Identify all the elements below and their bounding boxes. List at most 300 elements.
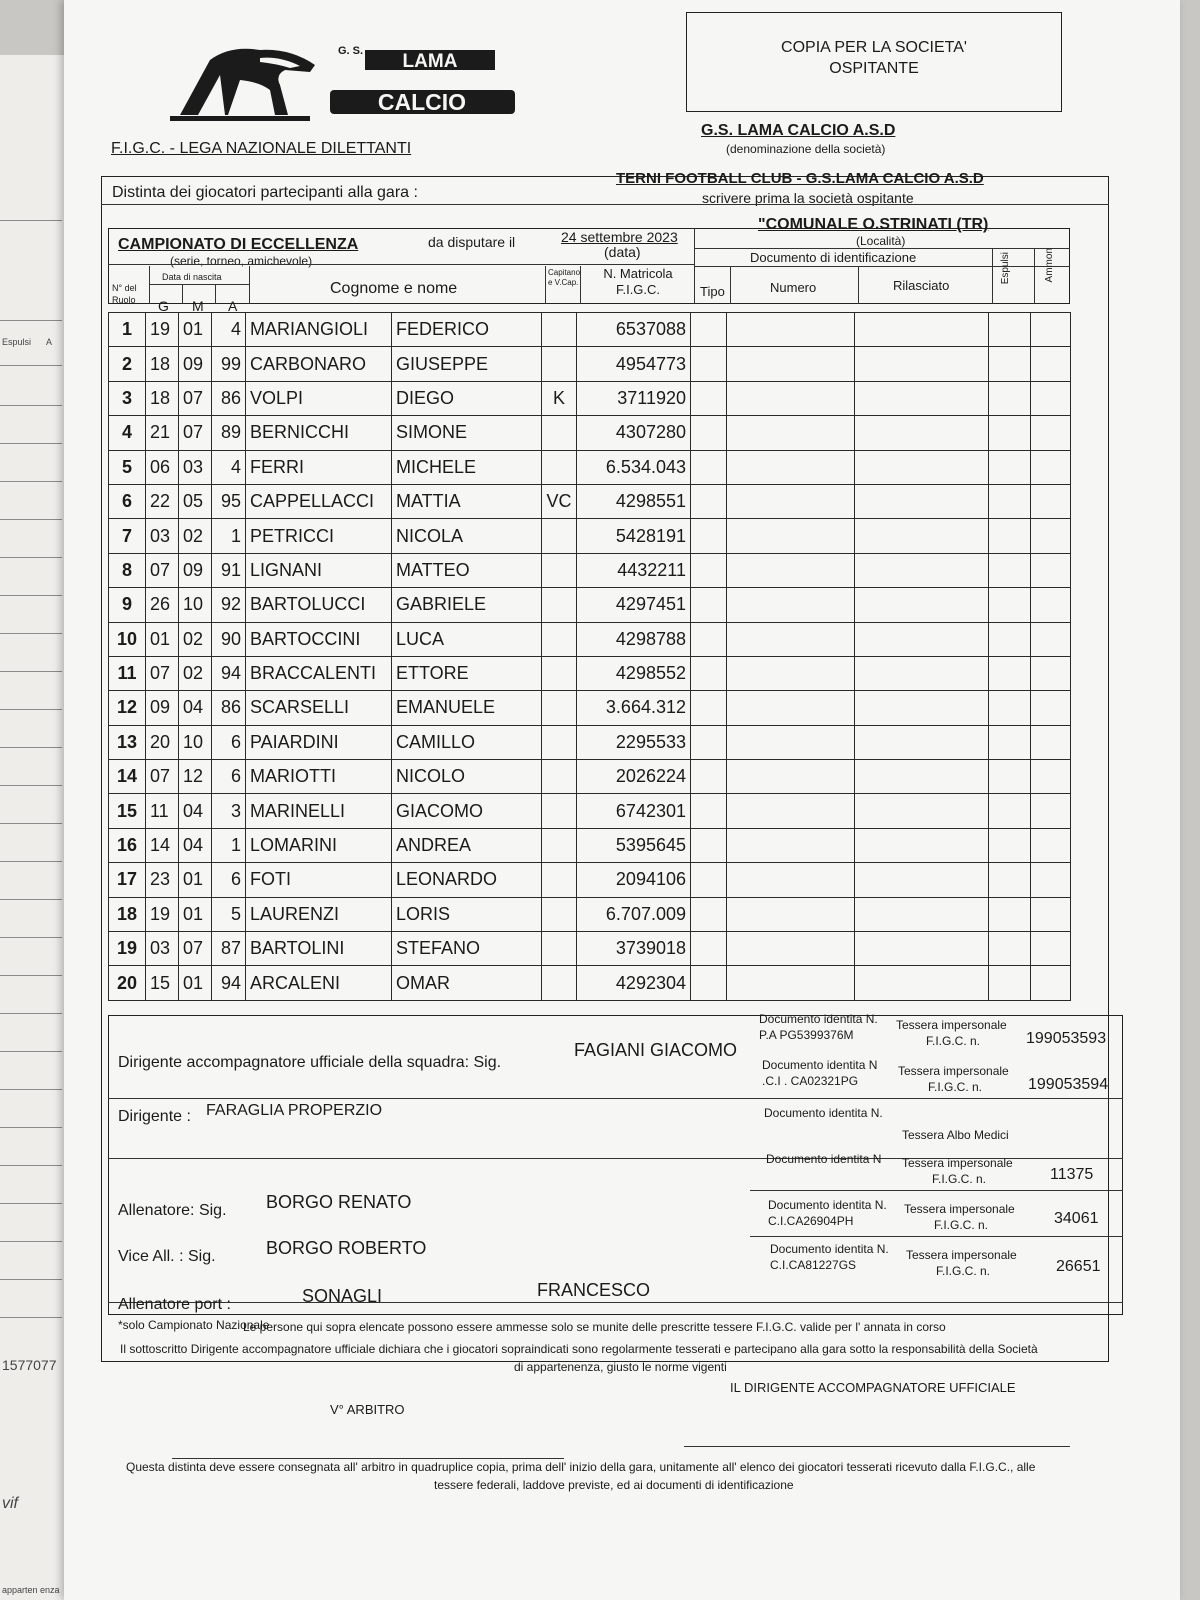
birth-year: 94	[212, 966, 246, 1000]
booked-cell	[1031, 863, 1071, 897]
player-first-name: GABRIELE	[392, 588, 542, 622]
logo-name-bottom: CALCIO	[377, 89, 467, 115]
sent-off-cell	[989, 863, 1031, 897]
official-manager-name: FAGIANI GIACOMO	[574, 1040, 738, 1060]
player-surname: PAIARDINI	[246, 725, 392, 759]
birth-month: 12	[179, 760, 212, 794]
player-first-name: MICHELE	[392, 450, 542, 484]
player-surname: BERNICCHI	[246, 416, 392, 450]
birth-month: 10	[179, 588, 212, 622]
birth-day: 03	[146, 932, 179, 966]
sent-off-cell	[989, 347, 1031, 381]
doc-type-cell	[691, 450, 727, 484]
doc-type-cell	[691, 416, 727, 450]
column-month: M	[192, 298, 204, 314]
doc-label-1: Documento identita N.	[759, 1012, 878, 1026]
doc-number-cell	[727, 897, 855, 931]
copy-notice-line2: OSPITANTE	[829, 60, 919, 77]
doc-type-cell	[691, 656, 727, 690]
player-first-name: LORIS	[392, 897, 542, 931]
player-number: 19	[109, 932, 146, 966]
birth-year: 6	[212, 725, 246, 759]
player-row	[109, 828, 1071, 862]
player-first-name: MATTIA	[392, 484, 542, 518]
tessera-label-1: Tessera impersonale	[896, 1018, 1007, 1032]
captain-mark	[542, 828, 577, 862]
birth-day: 18	[146, 347, 179, 381]
figc-label-1: F.I.G.C. n.	[926, 1034, 981, 1048]
player-first-name: FEDERICO	[392, 313, 542, 347]
column-name: Cognome e nome	[330, 280, 458, 297]
player-first-name: NICOLO	[392, 760, 542, 794]
tessera-label-6: Tessera impersonale	[906, 1248, 1017, 1262]
manager-label: Dirigente :	[118, 1108, 191, 1125]
column-sent-off: Espulsi	[1000, 252, 1011, 285]
sent-off-cell	[989, 313, 1031, 347]
player-matricola: 4298788	[577, 622, 691, 656]
doc-number-cell	[727, 656, 855, 690]
player-matricola: 2094106	[577, 863, 691, 897]
player-number: 13	[109, 725, 146, 759]
doc-number-5: C.I.CA26904PH	[768, 1214, 854, 1228]
doc-number-2: .C.I . CA02321PG	[762, 1074, 859, 1088]
manager-name: FARAGLIA PROPERZIO	[206, 1102, 383, 1119]
birth-year: 1	[212, 828, 246, 862]
captain-mark	[542, 932, 577, 966]
player-row	[109, 863, 1071, 897]
doc-issued-cell	[855, 932, 989, 966]
birth-year: 86	[212, 381, 246, 415]
birth-month: 09	[179, 347, 212, 381]
sent-off-cell	[989, 897, 1031, 931]
doc-type-cell	[691, 794, 727, 828]
column-birth-date: Data di nascita	[162, 272, 222, 282]
player-row	[109, 313, 1071, 347]
birth-day: 09	[146, 691, 179, 725]
player-matricola: 4307280	[577, 416, 691, 450]
doc-issued-cell	[855, 622, 989, 656]
doc-number-cell	[727, 519, 855, 553]
player-first-name: GIACOMO	[392, 794, 542, 828]
figc-label-2: F.I.G.C. n.	[928, 1080, 983, 1094]
venue-caption: (Località)	[856, 234, 906, 248]
birth-year: 94	[212, 656, 246, 690]
column-doc-type: Tipo	[700, 284, 725, 299]
booked-cell	[1031, 484, 1071, 518]
player-row	[109, 932, 1071, 966]
player-surname: MARINELLI	[246, 794, 392, 828]
birth-year: 87	[212, 932, 246, 966]
player-number: 11	[109, 656, 146, 690]
instructions-line1: Questa distinta deve essere consegnata all' arbitro in quadruplice copia, prima dell' inizio della gara, unitamente all' elenco dei giocatori tesserati ricevuto dalla F.I.G.C., alle	[126, 1460, 1036, 1474]
figc-label-4: F.I.G.C. n.	[932, 1172, 987, 1186]
birth-day: 07	[146, 656, 179, 690]
doc-issued-cell	[855, 897, 989, 931]
doc-issued-cell	[855, 725, 989, 759]
birth-day: 01	[146, 622, 179, 656]
birth-year: 89	[212, 416, 246, 450]
federation-title: F.I.G.C. - LEGA NAZIONALE DILETTANTI	[111, 140, 412, 157]
doc-type-cell	[691, 519, 727, 553]
player-first-name: STEFANO	[392, 932, 542, 966]
date-caption: (data)	[604, 244, 641, 260]
doc-number-cell	[727, 828, 855, 862]
doc-issued-cell	[855, 450, 989, 484]
player-surname: MARIANGIOLI	[246, 313, 392, 347]
column-matricola: N. Matricola F.I.G.C.	[603, 266, 673, 297]
captain-mark	[542, 416, 577, 450]
booked-cell	[1031, 519, 1071, 553]
doc-type-cell	[691, 622, 727, 656]
doc-issued-cell	[855, 347, 989, 381]
player-surname: BARTOLINI	[246, 932, 392, 966]
doc-number-cell	[727, 588, 855, 622]
doc-number-cell	[727, 416, 855, 450]
distinta-label: Distinta dei giocatori partecipanti alla gara :	[112, 184, 418, 201]
player-row	[109, 794, 1071, 828]
player-matricola: 3711920	[577, 381, 691, 415]
player-matricola: 4297451	[577, 588, 691, 622]
birth-day: 19	[146, 897, 179, 931]
birth-month: 01	[179, 863, 212, 897]
booked-cell	[1031, 725, 1071, 759]
doc-type-cell	[691, 863, 727, 897]
birth-day: 14	[146, 828, 179, 862]
birth-day: 06	[146, 450, 179, 484]
logo-name-top: LAMA	[402, 51, 458, 72]
player-number: 3	[109, 381, 146, 415]
tessera-number-6: 26651	[1056, 1258, 1101, 1275]
booked-cell	[1031, 450, 1071, 484]
doc-label-2: Documento identita N	[762, 1058, 878, 1072]
player-matricola: 4954773	[577, 347, 691, 381]
player-row	[109, 725, 1071, 759]
column-year: A	[228, 298, 238, 314]
captain-mark	[542, 622, 577, 656]
assistant-coach-label: Vice All. : Sig.	[118, 1248, 216, 1265]
birth-month: 04	[179, 794, 212, 828]
figc-label-6: F.I.G.C. n.	[936, 1264, 991, 1278]
doc-number-cell	[727, 622, 855, 656]
captain-mark	[542, 656, 577, 690]
doc-type-cell	[691, 691, 727, 725]
birth-day: 07	[146, 760, 179, 794]
sent-off-cell	[989, 519, 1031, 553]
player-surname: LOMARINI	[246, 828, 392, 862]
underlying-fragment-espulsi: Espulsi	[2, 337, 32, 347]
player-matricola: 2026224	[577, 760, 691, 794]
doc-type-cell	[691, 484, 727, 518]
referee-label: V° ARBITRO	[330, 1402, 405, 1417]
birth-day: 11	[146, 794, 179, 828]
player-row	[109, 966, 1071, 1000]
birth-month: 02	[179, 519, 212, 553]
doc-number-cell	[727, 966, 855, 1000]
player-matricola: 4292304	[577, 966, 691, 1000]
captain-mark	[542, 897, 577, 931]
doc-number-1: P.A PG5399376M	[759, 1028, 854, 1042]
player-surname: CAPPELLACCI	[246, 484, 392, 518]
tessera-label-4: Tessera impersonale	[902, 1156, 1013, 1170]
booked-cell	[1031, 588, 1071, 622]
tessera-number-1: 199053593	[1026, 1030, 1107, 1047]
doc-issued-cell	[855, 828, 989, 862]
medical-register-label: Tessera Albo Medici	[902, 1128, 1009, 1142]
birth-day: 15	[146, 966, 179, 1000]
player-matricola: 6537088	[577, 313, 691, 347]
player-number: 14	[109, 760, 146, 794]
player-matricola: 3739018	[577, 932, 691, 966]
doc-issued-cell	[855, 313, 989, 347]
captain-mark	[542, 588, 577, 622]
player-matricola: 6.534.043	[577, 450, 691, 484]
sent-off-cell	[989, 656, 1031, 690]
championship-title: CAMPIONATO DI ECCELLENZA	[118, 236, 359, 253]
society-name: G.S. LAMA CALCIO A.S.D	[701, 122, 896, 139]
doc-number-cell	[727, 313, 855, 347]
sent-off-cell	[989, 828, 1031, 862]
captain-mark	[542, 760, 577, 794]
player-first-name: OMAR	[392, 966, 542, 1000]
players-table	[108, 312, 1071, 1001]
tessera-label-2: Tessera impersonale	[898, 1064, 1009, 1078]
player-row	[109, 553, 1071, 587]
birth-day: 22	[146, 484, 179, 518]
captain-mark: K	[542, 381, 577, 415]
player-row	[109, 656, 1071, 690]
championship-caption: (serie, torneo, amichevole)	[170, 254, 313, 268]
doc-issued-cell	[855, 966, 989, 1000]
birth-month: 10	[179, 725, 212, 759]
player-matricola: 2295533	[577, 725, 691, 759]
eagle-logo-icon	[110, 40, 530, 125]
doc-issued-cell	[855, 794, 989, 828]
birth-year: 6	[212, 863, 246, 897]
player-surname: CARBONARO	[246, 347, 392, 381]
booked-cell	[1031, 966, 1071, 1000]
captain-mark	[542, 691, 577, 725]
doc-label-5: Documento identita N.	[768, 1198, 887, 1212]
copy-notice-line1: COPIA PER LA SOCIETA'	[781, 39, 967, 56]
coach-label: Allenatore: Sig.	[118, 1202, 227, 1219]
player-number: 20	[109, 966, 146, 1000]
doc-number-cell	[727, 381, 855, 415]
doc-number-cell	[727, 450, 855, 484]
underlying-fragment-a: A	[46, 337, 53, 347]
player-surname: MARIOTTI	[246, 760, 392, 794]
player-matricola: 4298551	[577, 484, 691, 518]
booked-cell	[1031, 347, 1071, 381]
player-number: 8	[109, 553, 146, 587]
birth-year: 3	[212, 794, 246, 828]
player-number: 17	[109, 863, 146, 897]
doc-type-cell	[691, 313, 727, 347]
player-number: 15	[109, 794, 146, 828]
doc-number-cell	[727, 760, 855, 794]
player-first-name: EMANUELE	[392, 691, 542, 725]
player-surname: FOTI	[246, 863, 392, 897]
player-matricola: 4432211	[577, 553, 691, 587]
doc-type-cell	[691, 932, 727, 966]
doc-issued-cell	[855, 588, 989, 622]
booked-cell	[1031, 313, 1071, 347]
captain-mark	[542, 794, 577, 828]
sent-off-cell	[989, 416, 1031, 450]
birth-month: 05	[179, 484, 212, 518]
doc-issued-cell	[855, 484, 989, 518]
player-matricola: 5428191	[577, 519, 691, 553]
booked-cell	[1031, 828, 1071, 862]
player-number: 16	[109, 828, 146, 862]
player-row	[109, 897, 1071, 931]
player-row	[109, 347, 1071, 381]
sent-off-cell	[989, 450, 1031, 484]
sent-off-cell	[989, 932, 1031, 966]
birth-year: 95	[212, 484, 246, 518]
booked-cell	[1031, 932, 1071, 966]
underlying-fragment-scribble: vif	[2, 1495, 18, 1512]
player-matricola: 3.664.312	[577, 691, 691, 725]
player-number: 10	[109, 622, 146, 656]
column-captain: Capitano e V.Cap.	[548, 268, 581, 287]
tessera-number-2: 199053594	[1028, 1076, 1109, 1093]
goalkeeper-coach-surname: SONAGLI	[302, 1286, 383, 1306]
doc-issued-cell	[855, 691, 989, 725]
doc-type-cell	[691, 588, 727, 622]
player-first-name: CAMILLO	[392, 725, 542, 759]
captain-mark	[542, 725, 577, 759]
underlying-fragment-appartenenza: apparten enza	[2, 1585, 60, 1595]
player-row	[109, 381, 1071, 415]
doc-type-cell	[691, 553, 727, 587]
doc-type-cell	[691, 897, 727, 931]
doc-type-cell	[691, 725, 727, 759]
doc-number-cell	[727, 932, 855, 966]
player-surname: BRACCALENTI	[246, 656, 392, 690]
player-surname: ARCALENI	[246, 966, 392, 1000]
official-manager-label: Dirigente accompagnatore ufficiale della squadra: Sig.	[118, 1054, 502, 1071]
birth-year: 99	[212, 347, 246, 381]
captain-mark	[542, 347, 577, 381]
player-row	[109, 588, 1071, 622]
birth-year: 5	[212, 897, 246, 931]
booked-cell	[1031, 897, 1071, 931]
birth-month: 07	[179, 381, 212, 415]
captain-mark	[542, 966, 577, 1000]
match-teams-caption: scrivere prima la società ospitante	[702, 190, 914, 206]
column-day: G	[158, 298, 169, 314]
sent-off-cell	[989, 725, 1031, 759]
player-surname: PETRICCI	[246, 519, 392, 553]
doc-type-cell	[691, 760, 727, 794]
birth-month: 07	[179, 932, 212, 966]
sent-off-cell	[989, 966, 1031, 1000]
underlying-fragment-number: 1577077	[2, 1357, 57, 1373]
player-surname: BARTOCCINI	[246, 622, 392, 656]
player-row	[109, 760, 1071, 794]
match-teams: TERNI FOOTBALL CLUB - G.S.LAMA CALCIO A.S.D	[616, 170, 984, 187]
doc-number-cell	[727, 725, 855, 759]
player-matricola: 6742301	[577, 794, 691, 828]
player-number: 4	[109, 416, 146, 450]
birth-month: 02	[179, 656, 212, 690]
birth-year: 92	[212, 588, 246, 622]
venue: "COMUNALE O.STRINATI (TR)	[758, 216, 989, 233]
doc-type-cell	[691, 966, 727, 1000]
player-surname: BARTOLUCCI	[246, 588, 392, 622]
booked-cell	[1031, 553, 1071, 587]
player-number: 2	[109, 347, 146, 381]
player-first-name: GIUSEPPE	[392, 347, 542, 381]
captain-mark	[542, 519, 577, 553]
player-row	[109, 416, 1071, 450]
player-surname: LAURENZI	[246, 897, 392, 931]
doc-issued-cell	[855, 416, 989, 450]
coach-name: BORGO RENATO	[266, 1192, 412, 1212]
birth-day: 07	[146, 553, 179, 587]
doc-number-cell	[727, 691, 855, 725]
booked-cell	[1031, 622, 1071, 656]
validity-notice: Le persone qui sopra elencate possono essere ammesse solo se munite delle prescritte tessere F.I.G.C. valide per l' annata in corso	[243, 1320, 946, 1334]
doc-label-4: Documento identita N	[766, 1152, 882, 1166]
declaration-line2: di appartenenza, giusto le norme vigenti	[514, 1360, 727, 1374]
goalkeeper-coach-first-name: FRANCESCO	[537, 1280, 651, 1300]
players-body	[109, 313, 1071, 1001]
birth-month: 07	[179, 416, 212, 450]
player-matricola: 6.707.009	[577, 897, 691, 931]
player-surname: SCARSELLI	[246, 691, 392, 725]
birth-month: 01	[179, 313, 212, 347]
doc-number-cell	[727, 484, 855, 518]
logo-letters: G. S.	[338, 45, 364, 57]
birth-month: 04	[179, 828, 212, 862]
player-row	[109, 519, 1071, 553]
tessera-number-5: 34061	[1054, 1210, 1099, 1227]
birth-year: 4	[212, 313, 246, 347]
sent-off-cell	[989, 760, 1031, 794]
column-ruolo: N° del Ruolo	[112, 283, 137, 305]
birth-day: 18	[146, 381, 179, 415]
birth-month: 04	[179, 691, 212, 725]
player-number: 18	[109, 897, 146, 931]
sent-off-cell	[989, 381, 1031, 415]
birth-year: 4	[212, 450, 246, 484]
doc-number-6: C.I.CA81227GS	[770, 1258, 857, 1272]
sent-off-cell	[989, 484, 1031, 518]
national-only-note: *solo Campionato Nazionale	[118, 1318, 270, 1332]
player-first-name: DIEGO	[392, 381, 542, 415]
player-number: 1	[109, 313, 146, 347]
player-first-name: ETTORE	[392, 656, 542, 690]
player-first-name: SIMONE	[392, 416, 542, 450]
birth-day: 21	[146, 416, 179, 450]
birth-month: 09	[179, 553, 212, 587]
player-first-name: LUCA	[392, 622, 542, 656]
society-caption: (denominazione della società)	[726, 142, 886, 156]
player-first-name: ANDREA	[392, 828, 542, 862]
doc-number-cell	[727, 863, 855, 897]
player-number: 6	[109, 484, 146, 518]
player-row	[109, 622, 1071, 656]
captain-mark	[542, 863, 577, 897]
sent-off-cell	[989, 588, 1031, 622]
doc-number-cell	[727, 794, 855, 828]
player-number: 9	[109, 588, 146, 622]
booked-cell	[1031, 794, 1071, 828]
tessera-number-4: 11375	[1050, 1166, 1094, 1183]
match-date: 24 settembre 2023	[561, 229, 678, 245]
captain-mark	[542, 313, 577, 347]
